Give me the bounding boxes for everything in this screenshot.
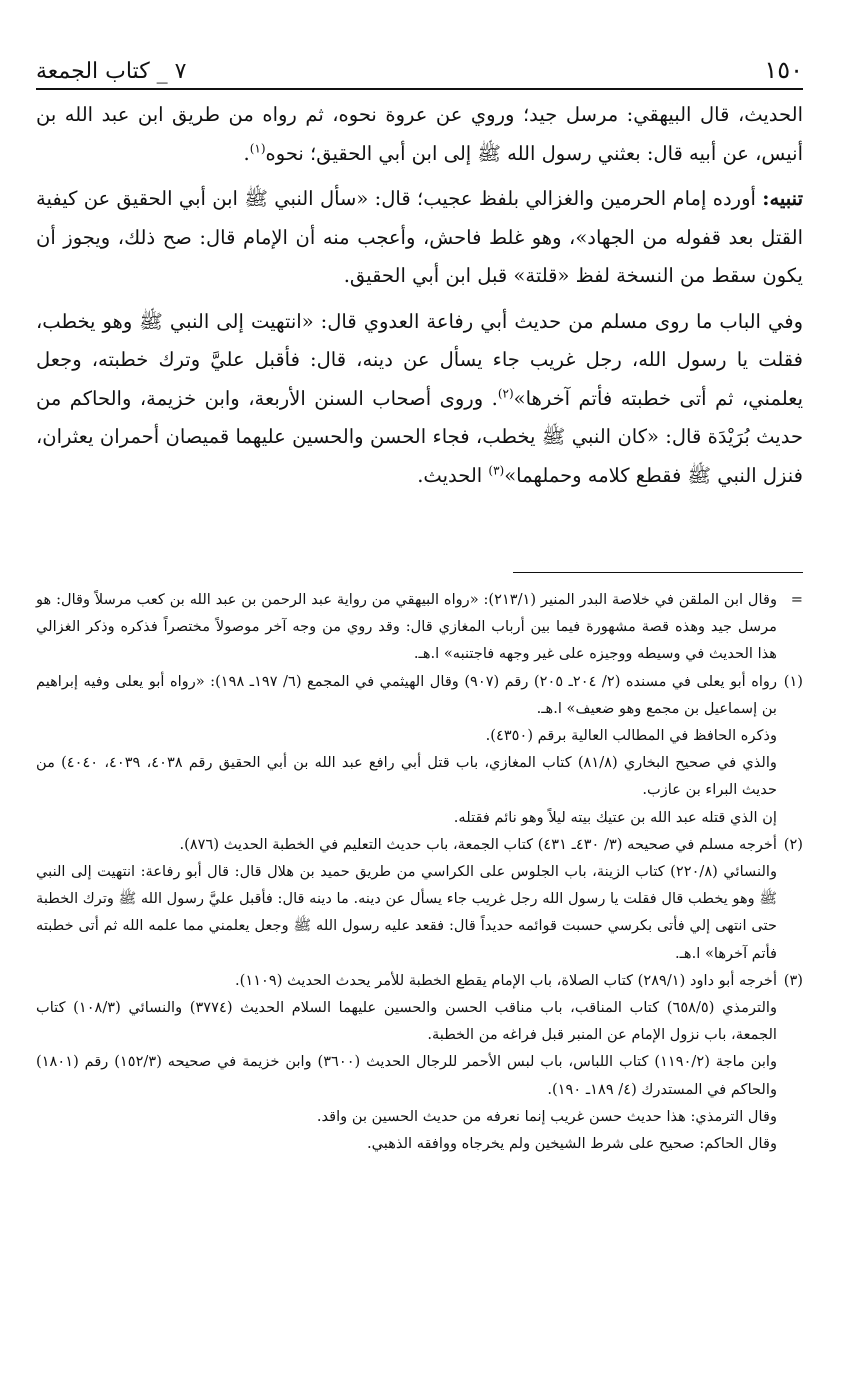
paragraph-3: [36, 303, 803, 496]
footnote-ref-2: (٢): [497, 386, 514, 400]
footnote-continuation: [36, 586, 803, 668]
footnote-ref-1: (١): [249, 141, 266, 155]
footnote-separator: [513, 572, 803, 573]
footnote-1: [36, 668, 803, 722]
paragraph-3-text-b: . وروى أصحاب السنن الأربعة، وابن خزيمة، والحاكم من حديث بُرَيْدَة قال: «كان النبي ﷺ يخطب، فجاء الحسن والحسين عليهما قميصان أحمران يعثران، فنزل النبي ﷺ فقطع كلامه وحملهما»: [36, 386, 803, 487]
footnote-continuation-text: وقال ابن الملقن في خلاصة البدر المنير (٢١٣/١): «رواه البيهقي من رواية عبد الرحمن بن عبد الله بن كعب مرسلاً وقال: هو مرسل جيد وهذه قصة مشهورة فيما بين أرباب المغازي قال: وقد روي من وجه آخر موصولاً مختصراً فذكره وذكر الغزالي هذا الحديث في وسيطه ووجيزه على غير وجهه فاجتنبه» ا.هـ.: [36, 591, 777, 663]
footnote-3-marker: (٣): [783, 971, 803, 989]
page-number: ١٥٠: [764, 56, 803, 84]
notice-label: تنبيه:: [762, 187, 803, 210]
footnote-2-marker: (٢): [783, 835, 803, 853]
footnote-2-text: أخرجه مسلم في صحيحه (٣/ ٤٣٠ـ ٤٣١) كتاب الجمعة، باب حديث التعليم في الخطبة الحديث (٨٧٦).: [179, 835, 777, 853]
footnote-1-line-a: وذكره الحافظ في المطالب العالية برقم (٤٣٥٠).: [485, 727, 777, 745]
footnote-1-text: رواه أبو يعلى في مسنده (٢/ ٢٠٤ـ ٢٠٥) رقم (٩٠٧) وقال الهيثمي في المجمع (٦/ ١٩٧ـ ١٩٨): «رواه أبو يعلى وفيه إبراهيم بن إسماعيل بن مجمع وهو ضعيف» ا.هـ.: [36, 672, 778, 717]
paragraph-3-text-a: وفي الباب ما روى مسلم من حديث أبي رفاعة العدوي قال: «انتهيت إلى النبي ﷺ وهو يخطب، فقلت يا رسول الله، رجل غريب جاء يسأل عن دينه، قال: فأقبل عليَّ وترك خطبته، وجعل يعلمني، ثم أتى خطبته فأتم آخرها»: [36, 309, 804, 410]
paragraph-1-text: الحديث، قال البيهقي: مرسل جيد؛ وروي عن عروة نحوه، ثم رواه من طريق ابن عبد الله بن أنيس، عن أبيه قال: بعثني رسول الله ﷺ إلى ابن أبي الحقيق؛ نحوه: [36, 103, 803, 165]
footnote-3-line-b: وابن ماجة (١١٩٠/٢) كتاب اللباس، باب لبس الأحمر للرجال الحديث (٣٦٠٠) وابن خزيمة في صحيحه (١٥٢/٣) رقم (١٨٠١) والحاكم في المستدرك (٤/ ١٨٩ـ ١٩٠).: [36, 1053, 777, 1098]
footnotes: [36, 586, 803, 1157]
footnote-3-text: أخرجه أبو داود (٢٨٩/١) كتاب الصلاة، باب الإمام يقطع الخطبة للأمر يحدث الحديث (١١٠٩).: [235, 971, 777, 989]
running-header: [36, 44, 803, 90]
continuation-marker: =: [790, 591, 803, 608]
footnote-1-marker: (١): [783, 672, 803, 690]
paragraph-2-text: أورده إمام الحرمين والغزالي بلفظ عجيب؛ قال: «سأل النبي ﷺ ابن أبي الحقيق عن كيفية القتل بعد قفوله من الجهاد»، وهو غلط فاحش، وأعجب منه أن الإمام قال: صح ذلك، ويجوز أن يكون سقط من النسخة لفظ «قلتة» قبل ابن أبي الحقيق.: [36, 187, 803, 287]
main-text: [36, 96, 803, 502]
footnote-3-line-c: وقال الترمذي: هذا حديث حسن غريب إنما نعرفه من حديث الحسين بن واقد.: [316, 1107, 777, 1125]
footnote-2-line-a: والنسائي (٢٢٠/٨) كتاب الزينة، باب الجلوس على الكراسي من طريق حميد بن هلال قال: قال أبو رفاعة: انتهيت إلى النبي ﷺ وهو يخطب قال فقلت يا رسول الله رجل غريب جاء يسأل عن دينه. ما دينه قال: فأقبل عليَّ رسول الله ﷺ وترك الخطبة حتى انتهى إلي فأتى بكرسي حسبت قوائمه حديداً قال: فقعد عليه رسول الله ﷺ وجعل يعلمني مما علمه الله ثم أتى خطبته فأتم آخرها» ا.هـ.: [36, 863, 777, 962]
paragraph-1: الحديث، قال البيهقي: مرسل جيد؛ وروي عن عروة نحوه، ثم رواه من طريق ابن عبد الله بن أنيس، عن أبيه قال: بعثني رسول الله ﷺ إلى ابن أبي الحقيق؛ نحوه$^{(١)}$.: [36, 103, 803, 165]
footnote-3-line-d: وقال الحاكم: صحيح على شرط الشيخين ولم يخرجاه ووافقه الذهبي.: [367, 1135, 777, 1153]
footnote-ref-3: (٣): [488, 463, 505, 477]
footnote-3-line-a: والترمذي (٦٥٨/٥) كتاب المناقب، باب مناقب الحسن والحسين عليهما السلام الحديث (٣٧٧٤) والنسائي (١٠٨/٣) كتاب الجمعة، باب نزول الإمام عن المنبر قبل فراغه من الخطبة.: [36, 999, 777, 1044]
paragraph-3-text-c: الحديث.: [417, 463, 489, 487]
footnote-1-line-c: إن الذي قتله عبد الله بن عتيك بيته ليلاً وهو نائم فقتله.: [453, 808, 777, 826]
footnote-2: [36, 831, 803, 858]
footnote-1-line-b: والذي في صحيح البخاري (٨١/٨) كتاب المغازي، باب قتل أبي رافع عبد الله بن أبي الحقيق رقم ٤٠٣٨، ٤٠٣٩، ٤٠٤٠) من حديث البراء بن عازب.: [36, 754, 777, 799]
chapter-title: ٧ _ كتاب الجمعة: [36, 59, 187, 84]
paragraph-2: [36, 180, 803, 296]
footnote-3: [36, 967, 803, 994]
